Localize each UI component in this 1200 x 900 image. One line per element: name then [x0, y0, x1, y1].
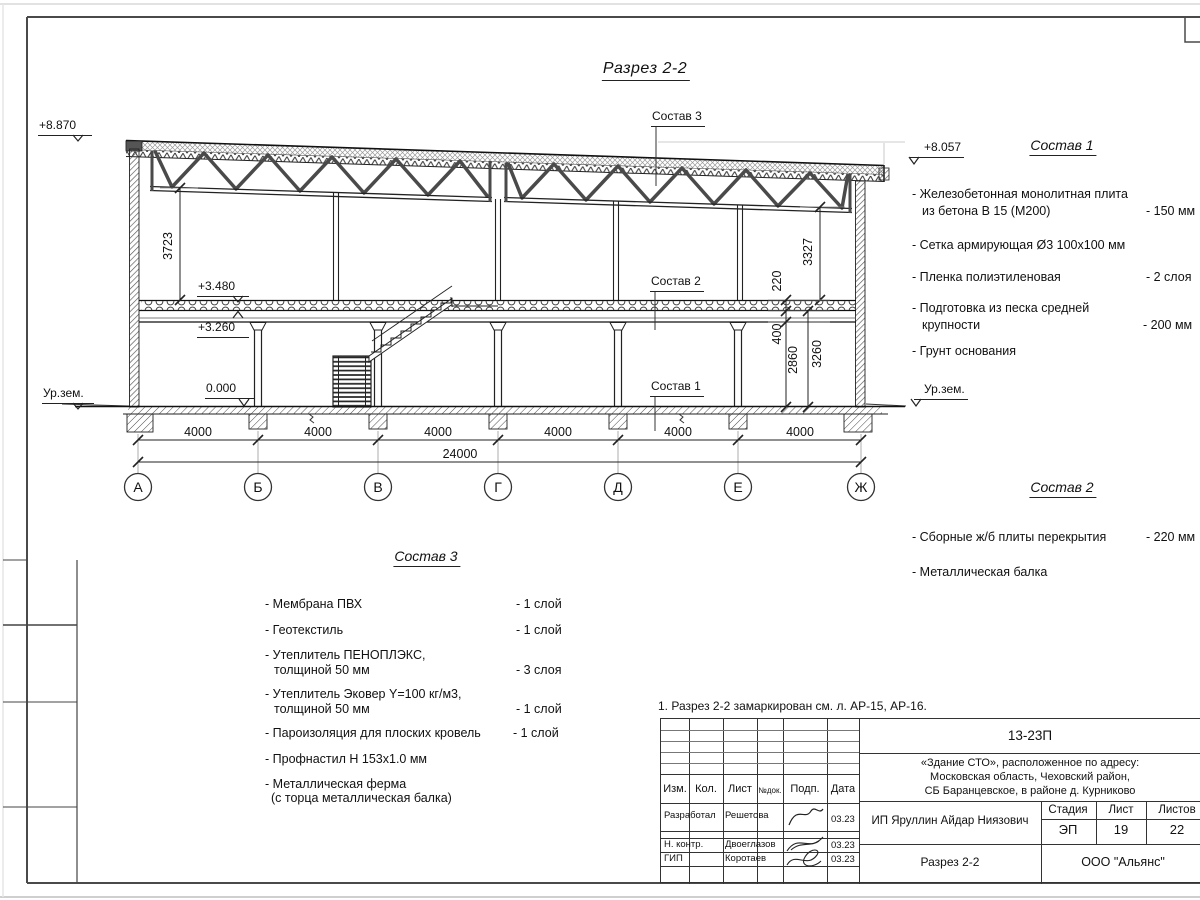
spec1-item: - Пленка полиэтиленовая — [912, 270, 1061, 284]
column — [610, 323, 626, 407]
roof — [126, 141, 905, 183]
tb-object-line3: СБ Баранцевское, в районе д. Курниково — [924, 785, 1136, 797]
axis-bubbles — [125, 474, 875, 501]
ground-level-right: Ур.зем. — [914, 383, 968, 400]
bottom-dimensions — [133, 425, 866, 473]
tb-sheets-label: Листов — [1158, 804, 1196, 816]
tb-name-developer: Решетова — [725, 810, 769, 821]
spec1-item: - Сетка армирующая Ø3 100х100 мм — [912, 238, 1126, 252]
column — [370, 323, 386, 407]
spec1-item: - Грунт основания — [912, 344, 1017, 358]
tb-doc-name: Разрез 2-2 — [920, 855, 980, 869]
axis-label-d: Д — [613, 479, 623, 495]
tb-stage-value: ЭП — [1058, 822, 1078, 837]
elevation-slab-bottom: +3.260 — [197, 321, 249, 338]
axis-label-a: А — [133, 479, 143, 495]
dim-story: 3260 — [810, 340, 824, 368]
tb-date-developer: 03.23 — [831, 814, 855, 825]
dim-bay-1: 4000 — [184, 425, 212, 439]
left-wall — [130, 149, 140, 407]
elevation-slab-top: +3.480 — [197, 280, 249, 297]
tb-col-izm: Изм. — [663, 783, 687, 795]
dim-beam: 400 — [770, 323, 784, 345]
tb-col-data: Дата — [830, 783, 856, 795]
spec3-qty: - 1 слой — [513, 726, 559, 740]
signature-icon — [787, 837, 823, 851]
spec1-qty: - 200 мм — [1143, 318, 1193, 332]
spec2-item: - Металлическая балка — [912, 565, 1048, 579]
tb-company: ООО "Альянс" — [1081, 855, 1165, 869]
foundation — [127, 414, 153, 432]
spec3-qty: - 1 слой — [516, 702, 562, 716]
spec3-item: - Металлическая ферма — [265, 777, 407, 791]
spec1-title: Состав 1 — [1029, 137, 1096, 156]
tb-col-podp: Подп. — [790, 783, 820, 795]
tb-stage-label: Стадия — [1048, 804, 1088, 816]
tb-role-gip: ГИП — [664, 853, 683, 864]
elevation-top-right: +8.057 — [910, 141, 964, 158]
tb-client: ИП Яруллин Айдар Ниязович — [871, 815, 1029, 827]
foundation — [729, 414, 747, 429]
spec3-item: - Мембрана ПВХ — [265, 597, 363, 611]
spec3-qty: - 3 слоя — [516, 663, 562, 677]
spec3-qty: - 1 слой — [516, 597, 562, 611]
tb-role-developer: Разработал — [664, 810, 716, 821]
spec3-item: толщиной 50 мм — [274, 663, 370, 677]
sheet-note: 1. Разрез 2-2 замаркирован см. л. АР-15, АР-16. — [658, 699, 927, 713]
foundation — [369, 414, 387, 429]
tb-sheet-value: 19 — [1113, 822, 1129, 837]
floor-slab — [139, 301, 856, 323]
dim-bay-3: 4000 — [424, 425, 452, 439]
dim-bay-6: 4000 — [786, 425, 814, 439]
callout-sostav-3: Состав 3 — [651, 110, 705, 127]
tb-date-gip: 03.23 — [831, 854, 855, 865]
spec3-item: - Пароизоляция для плоских кровель — [265, 726, 481, 740]
spec2-item: - Сборные ж/б плиты перекрытия — [912, 530, 1107, 544]
break-symbol — [679, 414, 684, 423]
callout-sostav-2: Состав 2 — [650, 275, 704, 292]
ground-level-left: Ур.зем. — [42, 387, 94, 404]
dim-total: 24000 — [442, 447, 478, 461]
dim-bay-4: 4000 — [544, 425, 572, 439]
spec3-item: толщиной 50 мм — [274, 702, 370, 716]
spec1-qty: - 2 слоя — [1146, 270, 1192, 284]
spec1-item: - Подготовка из песка средней — [912, 301, 1090, 315]
spec1-item: крупности — [922, 318, 981, 332]
dim-slab: 220 — [770, 270, 784, 292]
axis-label-zh: Ж — [854, 479, 868, 495]
spec2-qty: - 220 мм — [1146, 530, 1196, 544]
tb-sheet-label: Лист — [1108, 804, 1134, 816]
spec3-title: Состав 3 — [393, 548, 460, 567]
dim-truss-left: 3723 — [161, 232, 175, 260]
tb-object-line2: Московская область, Чеховский район, — [930, 771, 1130, 783]
foundation — [844, 414, 872, 432]
tb-name-ncontrol: Двоеглазов — [725, 839, 776, 850]
tb-role-ncontrol: Н. контр. — [664, 839, 704, 850]
spec2-title: Состав 2 — [1029, 479, 1096, 498]
elevation-zero: 0.000 — [205, 382, 254, 399]
dim-truss-right: 3327 — [801, 238, 815, 266]
spec3-item: - Профнастил Н 153х1.0 мм — [265, 752, 428, 766]
title-block — [660, 718, 1200, 883]
elevation-top-left: +8.870 — [38, 119, 92, 136]
tb-col-ndok: №док. — [758, 786, 782, 795]
foundation — [489, 414, 507, 429]
axis-label-g: Г — [494, 479, 502, 495]
spec1-item: из бетона В 15 (М200) — [922, 204, 1051, 218]
column — [730, 323, 746, 407]
signature-icon — [789, 809, 823, 825]
tb-project-code: 13-23П — [1007, 728, 1053, 743]
spec3-item: - Утеплитель Эковер Y=100 кг/м3, — [265, 687, 462, 701]
spec1-qty: - 150 мм — [1146, 204, 1196, 218]
tb-object-line1: «Здание СТО», расположенное по адресу: — [920, 757, 1140, 769]
foundation — [609, 414, 627, 429]
spec1-item: - Железобетонная монолитная плита — [912, 187, 1128, 201]
tb-date-ncontrol: 03.23 — [831, 840, 855, 851]
axis-label-e: Е — [733, 479, 743, 495]
break-symbol — [309, 414, 314, 423]
right-wall — [856, 181, 866, 407]
tb-col-kol: Кол. — [695, 783, 717, 795]
spec3-qty: - 1 слой — [516, 623, 562, 637]
walls — [130, 149, 866, 407]
axis-label-b: Б — [253, 479, 263, 495]
side-stamp — [3, 560, 77, 883]
tb-sheets-value: 22 — [1169, 822, 1185, 837]
callout-sostav-1: Состав 1 — [650, 380, 704, 397]
spec3-item: - Утеплитель ПЕНОПЛЭКС, — [265, 648, 426, 662]
spec3-item: (с торца металлическая балка) — [271, 791, 452, 805]
drawing-title: Разрез 2-2 — [602, 60, 690, 81]
tb-name-gip: Коротаев — [725, 853, 767, 864]
axis-label-v: В — [373, 479, 383, 495]
column — [490, 323, 506, 407]
dim-bay-2: 4000 — [304, 425, 332, 439]
foundation — [249, 414, 267, 429]
tb-col-list: Лист — [728, 783, 752, 795]
dim-clear-height: 2860 — [786, 346, 800, 374]
spec3-item: - Геотекстиль — [265, 623, 344, 637]
dim-bay-5: 4000 — [664, 425, 692, 439]
